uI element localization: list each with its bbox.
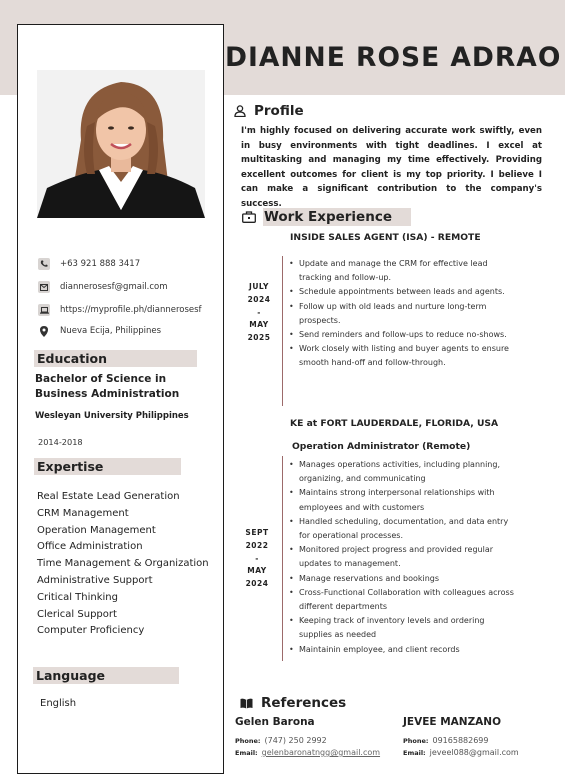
profile-summary: I'm highly focused on delivering accurate work swiftly, even in busy environments with tight deadlines. I excel at multitasking and managing my time effectively. Providing excellent outcomes for client is my top priority. I believe I can make a significant contribution to the company's success. (241, 126, 542, 209)
profile-photo (37, 70, 205, 218)
job-duties (288, 458, 516, 657)
location-pin-icon (38, 325, 50, 337)
language-item: English (40, 698, 77, 709)
reference-email[interactable]: Email: gelenbaronatngg@gmail.com (235, 748, 381, 757)
briefcase-icon (242, 211, 256, 223)
list-item: • Schedule appointments between leads and agents. (288, 285, 516, 299)
list-item: Office Administration (37, 541, 143, 553)
list-item: • Send reminders and follow-ups to reduce no-shows. (288, 328, 516, 342)
expertise-list (37, 489, 209, 640)
list-item: • Maintains strong interpersonal relationships with employees and with customers (288, 486, 516, 514)
candidate-name: DIANNE ROSE ADRAO (225, 42, 562, 73)
list-item: Real Estate Lead Generation (37, 491, 180, 502)
timeline-line (282, 456, 283, 661)
job-dates: SEPT 2022 - MAY 2024 (245, 528, 269, 589)
list-item: • Handled scheduling, documentation, and data entry for operational processes. (288, 515, 516, 543)
list-item: Time Management & Organization (37, 558, 209, 570)
job-title: INSIDE SALES AGENT (ISA) - REMOTE (290, 232, 481, 243)
list-item: • Maintainin employee, and client records (288, 643, 516, 657)
list-item: • Manage reservations and bookings (288, 572, 516, 586)
list-item: CRM Management (37, 507, 129, 519)
education-degree: Bachelor of Science in Business Administration (35, 373, 180, 400)
laptop-icon (38, 304, 50, 316)
list-item: • Follow up with old leads and nurture long-term prospects. (288, 300, 516, 328)
job-duties (288, 257, 516, 371)
reference-phone: Phone: (747) 250 2992 (235, 736, 327, 745)
user-icon (234, 105, 246, 117)
job-dates: JULY 2024 - MAY 2025 (247, 282, 271, 343)
education-years: 2014-2018 (38, 437, 83, 447)
contact-phone: +63 921 888 3417 (20, 258, 210, 270)
list-item: • Keeping track of inventory levels and ordering supplies as needed (288, 614, 516, 642)
list-item: • Monitored project progress and provided regular updates to management. (288, 543, 516, 571)
contact-email[interactable]: diannerosesf@gmail.com (20, 281, 210, 293)
expertise-heading: Expertise (34, 458, 181, 475)
profile-heading: Profile (234, 103, 304, 119)
list-item: Computer Proficiency (37, 625, 145, 637)
phone-icon (38, 258, 50, 270)
contact-location: Nueva Ecija, Philippines (20, 325, 210, 337)
list-item: • Cross-Functional Collaboration with colleagues across different departments (288, 586, 516, 614)
email-icon (38, 281, 50, 293)
references-heading: References (240, 695, 346, 711)
list-item: • Work closely with listing and buyer agents to ensure smooth hand-off and follow-through. (288, 342, 516, 370)
job-title: Operation Administrator (Remote) (292, 441, 471, 452)
reference-email[interactable]: Email: jeveel088@gmail.com (403, 748, 519, 757)
job-company: KE at FORT LAUDERDALE, FLORIDA, USA (290, 418, 499, 429)
list-item: • Update and manage the CRM for effective lead tracking and follow-up. (288, 257, 516, 285)
reference-phone: Phone: 09165882699 (403, 736, 489, 745)
list-item: • Manages operations activities, including planning, organizing, and communicating (288, 458, 516, 486)
reference-name: Gelen Barona (235, 716, 315, 728)
contact-website[interactable]: https://myprofile.ph/diannerosesf (20, 304, 210, 316)
language-heading: Language (33, 667, 179, 684)
list-item: Administrative Support (37, 574, 153, 586)
work-heading: Work Experience (242, 209, 392, 225)
list-item: Operation Management (37, 524, 156, 536)
reference-name: JEVEE MANZANO (403, 716, 502, 728)
timeline-line (282, 256, 283, 406)
book-icon (240, 698, 253, 709)
education-school: Wesleyan University Philippines (35, 411, 189, 421)
list-item: Critical Thinking (37, 591, 118, 603)
education-heading: Education (34, 350, 197, 367)
list-item: Clerical Support (37, 608, 117, 620)
